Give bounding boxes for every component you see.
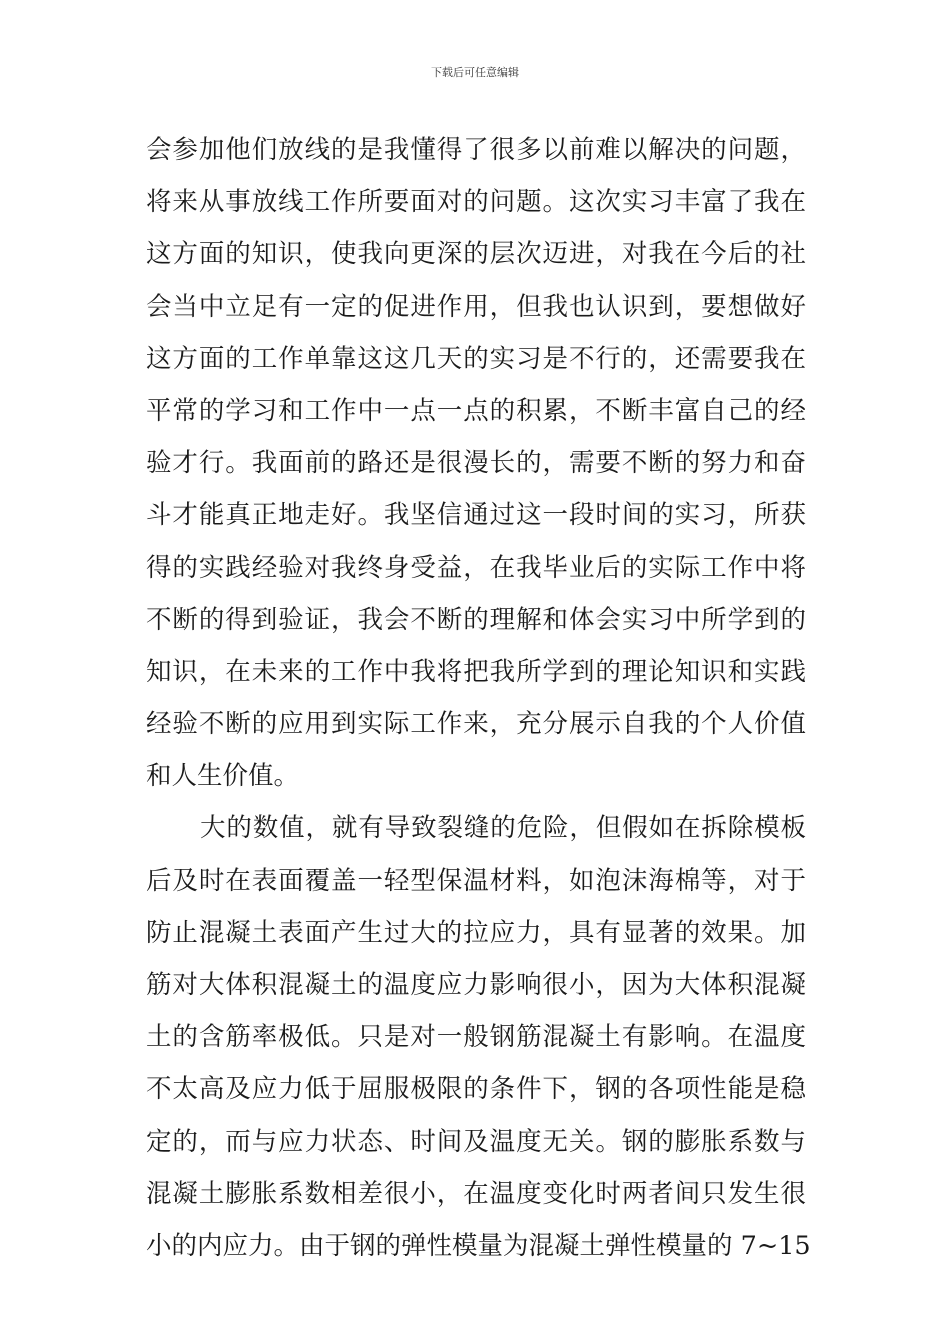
text-line: 防止混凝土表面产生过大的拉应力，具有显著的效果。加 [146, 917, 806, 948]
text-line: 筋对大体积混凝土的温度应力影响很小，因为大体积混凝 [146, 970, 806, 1000]
text-line: 不太高及应力低于屈服极限的条件下，钢的各项性能是稳 [146, 1074, 806, 1105]
text-line: 会参加他们放线的是我懂得了很多以前难以解决的问题， [146, 135, 806, 165]
text-line: 和人生价值。 [146, 761, 300, 792]
text-line: 大的数值，就有导致裂缝的危险，但假如在拆除模板 [200, 813, 806, 844]
text-line: 知识，在未来的工作中我将把我所学到的理论知识和实践 [146, 656, 806, 687]
text-line: 后及时在表面覆盖一轻型保温材料，如泡沫海棉等，对于 [146, 865, 806, 896]
text-line: 土的含筋率极低。只是对一般钢筋混凝土有影响。在温度 [146, 1022, 806, 1053]
text-line: 这方面的知识，使我向更深的层次迈进，对我在今后的社 [146, 239, 806, 270]
text-line: 定的，而与应力状态、时间及温度无关。钢的膨胀系数与 [146, 1126, 806, 1157]
text-line: 混凝土膨胀系数相差很小，在温度变化时两者间只发生很 [146, 1178, 806, 1209]
text-line: 会当中立足有一定的促进作用，但我也认识到，要想做好 [146, 291, 806, 322]
text-line: 将来从事放线工作所要面对的问题。这次实习丰富了我在 [146, 187, 806, 218]
text-line: 小的内应力。由于钢的弹性模量为混凝土弹性模量的 7~15 [146, 1230, 811, 1261]
text-line: 验才行。我面前的路还是很漫长的，需要不断的努力和奋 [146, 448, 806, 479]
text-line: 这方面的工作单靠这这几天的实习是不行的，还需要我在 [146, 343, 806, 374]
text-line: 不断的得到验证，我会不断的理解和体会实习中所学到的 [146, 604, 806, 635]
text-line: 经验不断的应用到实际工作来，充分展示自我的个人价值 [146, 709, 806, 740]
paragraph-1 [146, 124, 806, 802]
text-line: 得的实践经验对我终身受益，在我毕业后的实际工作中将 [146, 552, 806, 583]
paragraph-2 [146, 802, 811, 1272]
document-body [146, 124, 811, 1272]
page-header: 下载后可任意编辑 [431, 66, 519, 79]
text-line: 斗才能真正地走好。我坚信通过这一段时间的实习，所获 [146, 500, 806, 531]
text-line: 平常的学习和工作中一点一点的积累，不断丰富自己的经 [146, 395, 806, 426]
